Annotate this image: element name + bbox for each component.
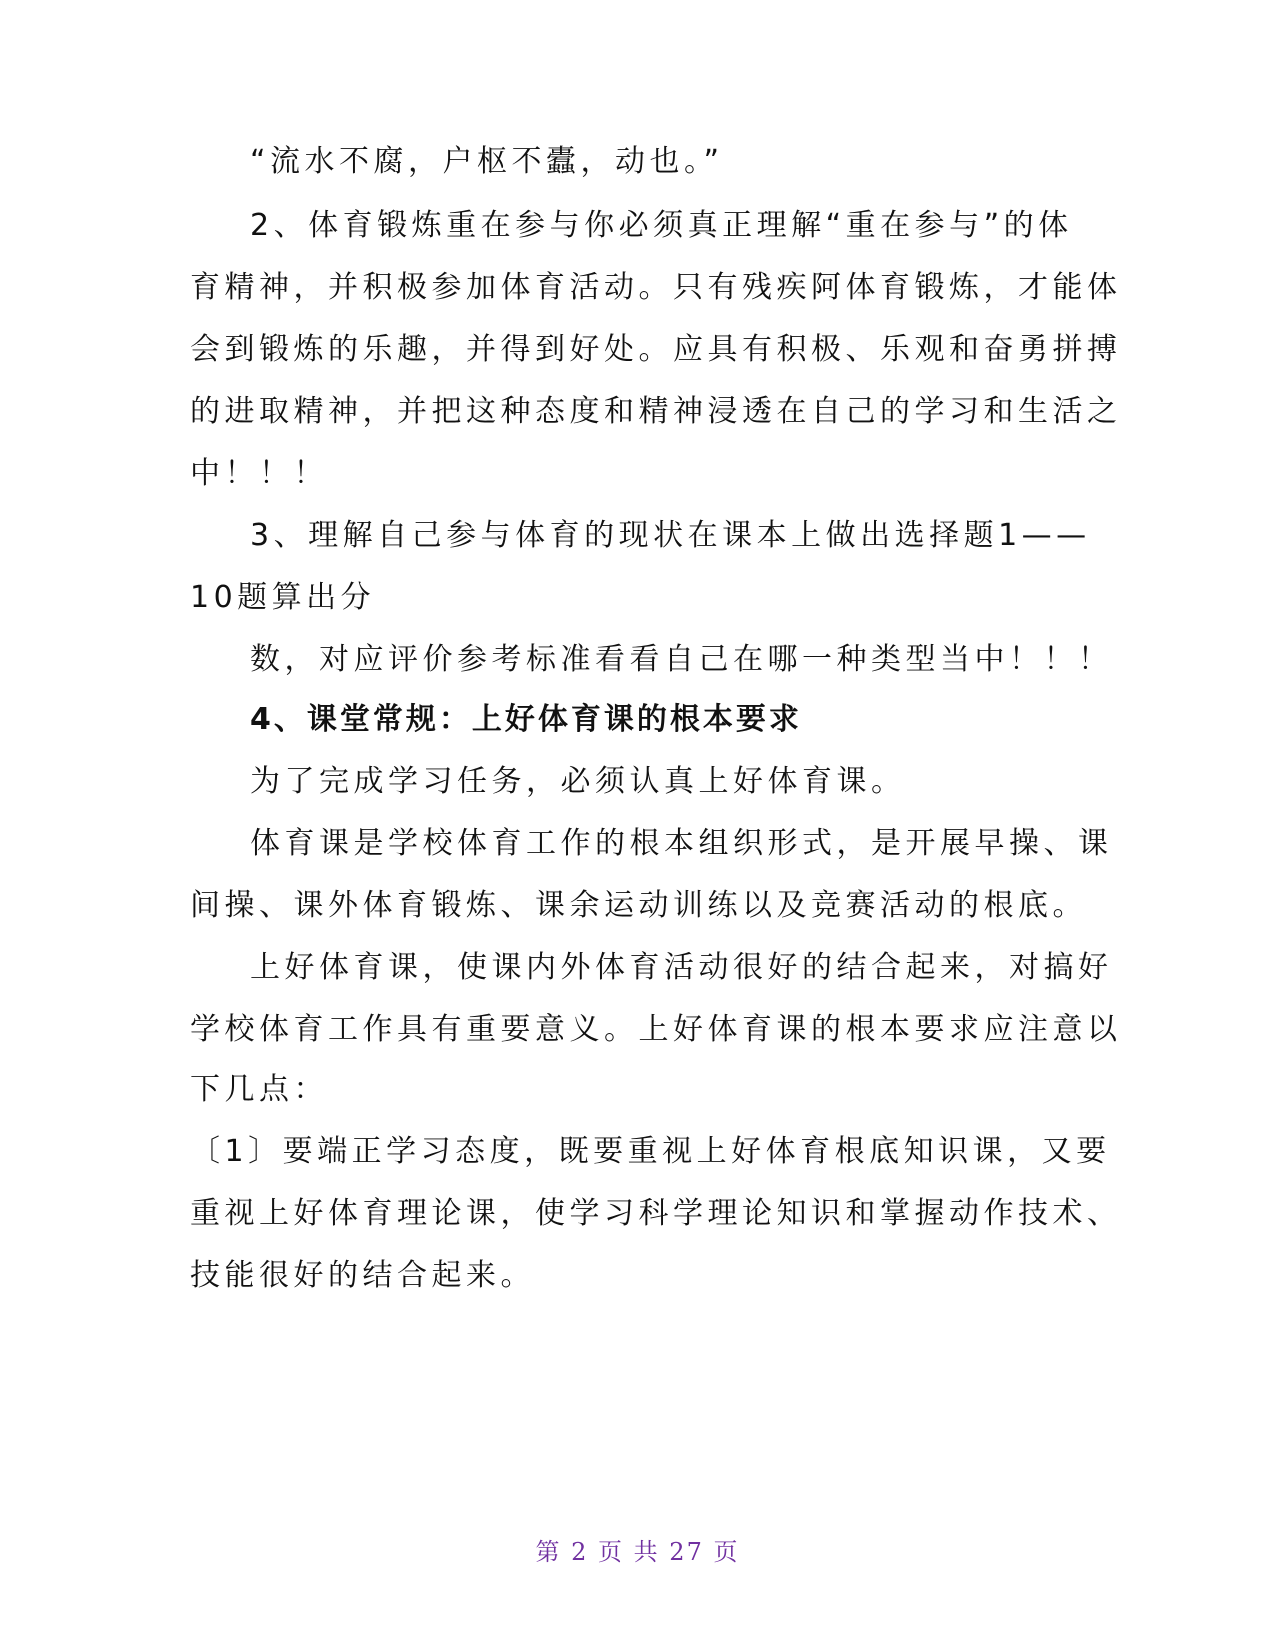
page-number-footer: 第 2 页 共 27 页	[535, 1538, 740, 1566]
text-line: 学校体育工作具有重要意义。上好体育课的根本要求应注意以	[190, 1012, 1122, 1047]
text-line: 技能很好的结合起来。	[190, 1258, 535, 1293]
text-line: 间操、课外体育锻炼、课余运动训练以及竞赛活动的根底。	[190, 888, 1087, 923]
text-line: 会到锻炼的乐趣，并得到好处。应具有积极、乐观和奋勇拼搏	[190, 332, 1122, 367]
text-line: “流水不腐，户枢不蠹，动也。”	[250, 144, 724, 179]
text-line: 数，对应评价参考标准看看自己在哪一种类型当中！！！	[250, 642, 1113, 677]
text-line: 10题算出分	[190, 580, 376, 615]
text-line: 重视上好体育理论课，使学习科学理论知识和掌握动作技术、	[190, 1196, 1122, 1231]
text-line: 上好体育课，使课内外体育活动很好的结合起来，对搞好	[250, 950, 1113, 985]
text-line: 中！！！	[190, 456, 328, 491]
text-line: 育精神，并积极参加体育活动。只有残疾阿体育锻炼，才能体	[190, 270, 1122, 305]
text-line: 体育课是学校体育工作的根本组织形式，是开展早操、课	[250, 826, 1113, 861]
text-line: 〔1〕要端正学习态度，既要重视上好体育根底知识课，又要	[190, 1134, 1111, 1169]
text-line: 下几点：	[190, 1072, 328, 1107]
text-line: 的进取精神，并把这种态度和精神浸透在自己的学习和生活之	[190, 394, 1122, 429]
section-heading: 4、课堂常规：上好体育课的根本要求	[250, 702, 802, 737]
text-line: 2、体育锻炼重在参与你必须真正理解“重在参与”的体	[250, 208, 1073, 243]
text-line: 3、理解自己参与体育的现状在课本上做出选择题1——	[250, 518, 1091, 553]
text-line: 为了完成学习任务，必须认真上好体育课。	[250, 764, 906, 799]
